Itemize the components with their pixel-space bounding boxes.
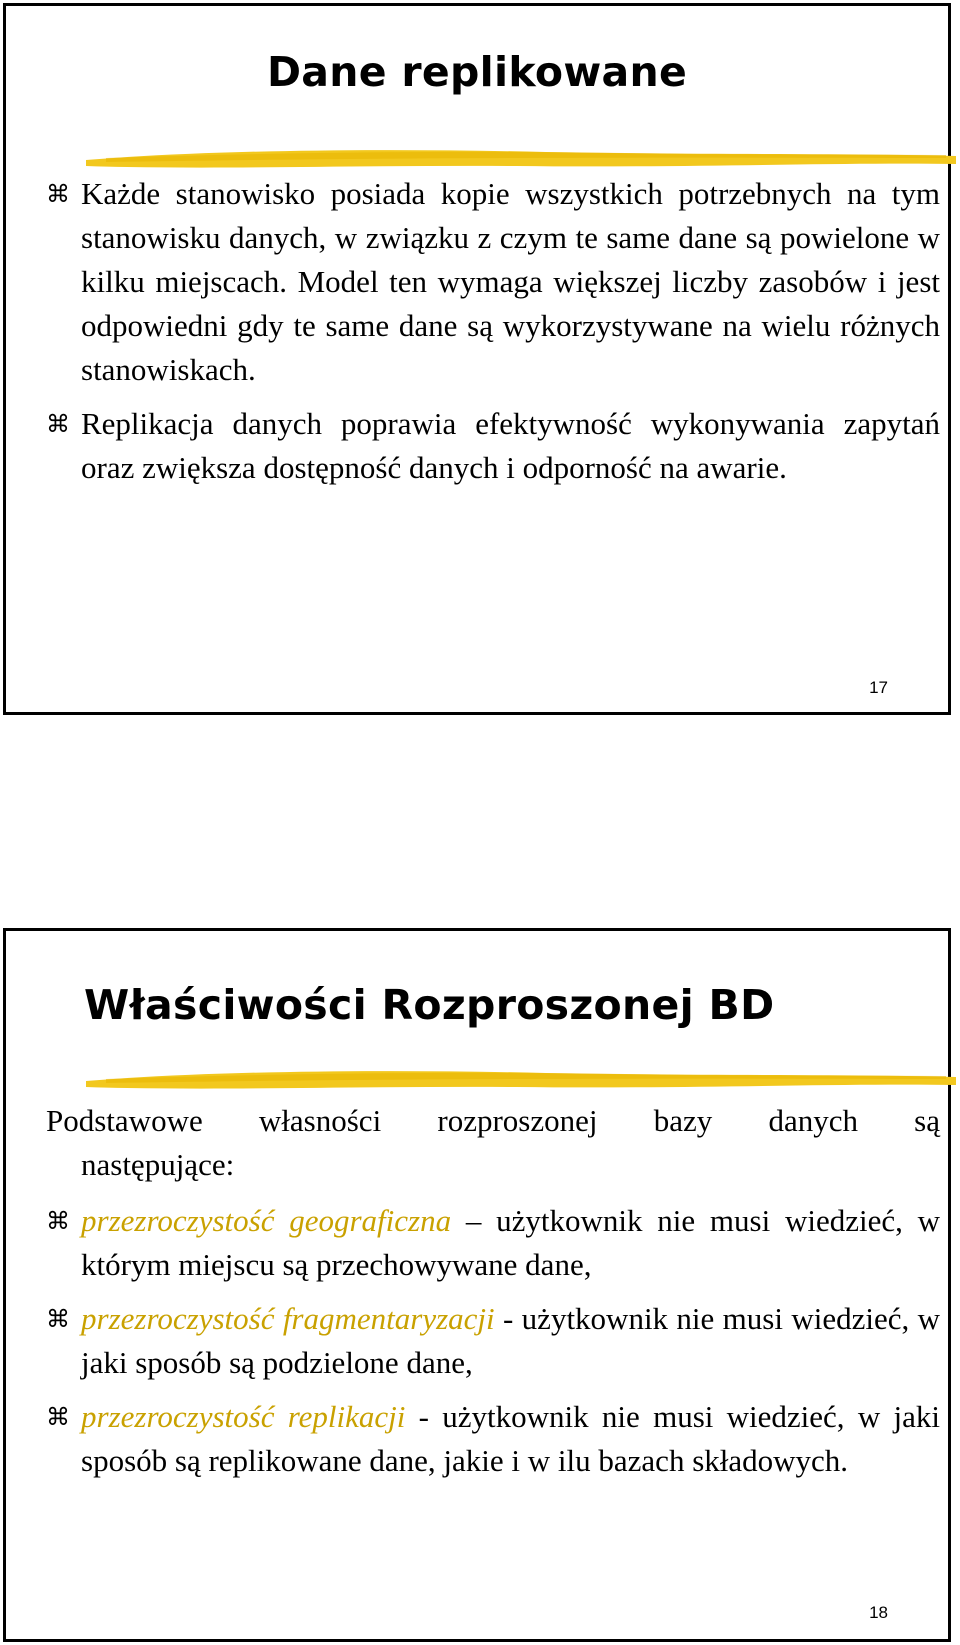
intro-paragraph: [6, 1099, 948, 1187]
title-underline-brushstroke: [86, 144, 956, 174]
command-key-icon: ⌘: [46, 1305, 70, 1333]
bullet-text: Każde stanowisko posiada kopie wszystkich potrzebnych na tym stanowisku danych, w związku z czym te same dane są powielone w kilku miejscach. Model ten wymaga większej liczby zasobów i jest odpowiedni gdy te same dane są wykorzystywane na wielu różnych stanowiskach.: [81, 176, 940, 387]
bullet-text: – użytkownik nie musi wiedzieć, w którym miejscu są przechowywane dane,: [81, 1203, 940, 1282]
command-key-icon: ⌘: [46, 410, 70, 438]
slide-title: Dane replikowane: [266, 48, 688, 96]
bullet-item: [6, 402, 948, 490]
bullet-term: przezroczystość replikacji: [81, 1399, 406, 1434]
page-number: 18: [869, 1603, 888, 1622]
bullet-text: - użytkownik nie musi wiedzieć, w jaki sposób są replikowane dane, jakie i w ilu bazach składowych.: [81, 1399, 940, 1478]
slide-body: [6, 172, 948, 500]
page-number: 17: [869, 678, 888, 697]
bullet-term: przezroczystość geograficzna: [81, 1203, 452, 1238]
bullet-item: [6, 1199, 948, 1287]
slide-18: [3, 928, 951, 1642]
title-underline-brushstroke: [86, 1065, 956, 1095]
command-key-icon: ⌘: [46, 1207, 70, 1235]
command-key-icon: ⌘: [46, 180, 70, 208]
bullet-item: [6, 1297, 948, 1385]
bullet-item: [6, 172, 948, 392]
command-key-icon: ⌘: [46, 1403, 70, 1431]
intro-lead: Podstawowe własności rozproszonej bazy danych są: [46, 1103, 940, 1138]
bullet-term: przezroczystość fragmentaryzacji: [81, 1301, 495, 1336]
slide-17: [3, 3, 951, 715]
bullet-text: Replikacja danych poprawia efektywność wykonywania zapytań oraz zwiększa dostępność danych i odporność na awarie.: [81, 406, 940, 485]
intro-rest: następujące:: [81, 1147, 235, 1182]
slide-body: [6, 1099, 948, 1493]
bullet-text: - użytkownik nie musi wiedzieć, w jaki sposób są podzielone dane,: [81, 1301, 940, 1380]
bullet-item: [6, 1395, 948, 1483]
slide-title: Właściwości Rozproszonej BD: [84, 981, 775, 1029]
